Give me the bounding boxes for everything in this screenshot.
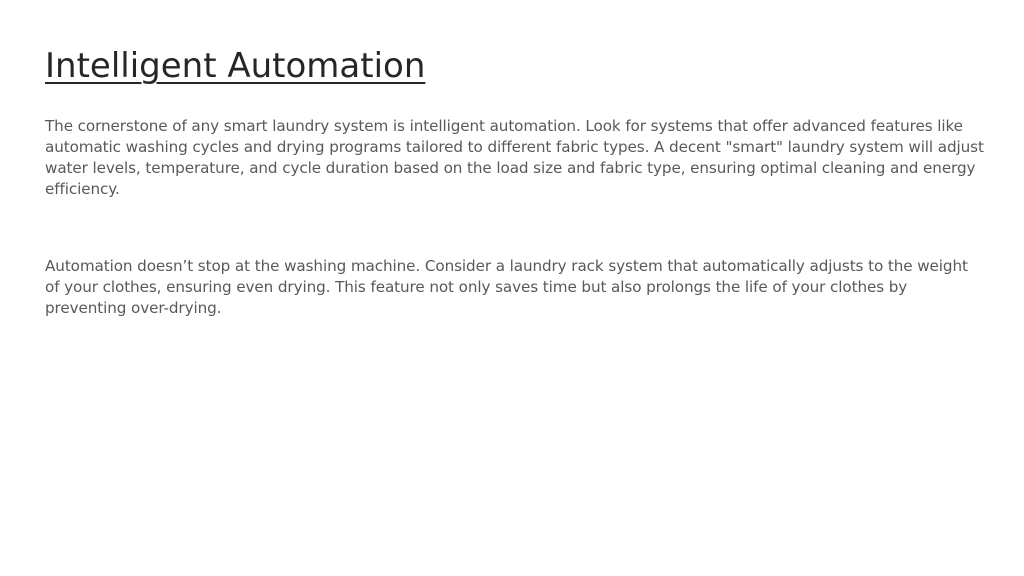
slide-title: Intelligent Automation bbox=[45, 46, 426, 86]
body-paragraph-1: The cornerstone of any smart laundry system is intelligent automation. Look for systems that offer advanced features like automatic washing cycles and drying programs tailored to different fabric types. A decent "smart" laundry system will adjust water levels, temperature, and cycle duration based on the load size and fabric type, ensuring optimal cleaning and energy efficiency. bbox=[45, 117, 984, 198]
body-paragraph-2: Automation doesn’t stop at the washing machine. Consider a laundry rack system that automatically adjusts to the weight of your clothes, ensuring even drying. This feature not only saves time but also prolongs the life of your clothes by preventing over-drying. bbox=[45, 257, 968, 317]
